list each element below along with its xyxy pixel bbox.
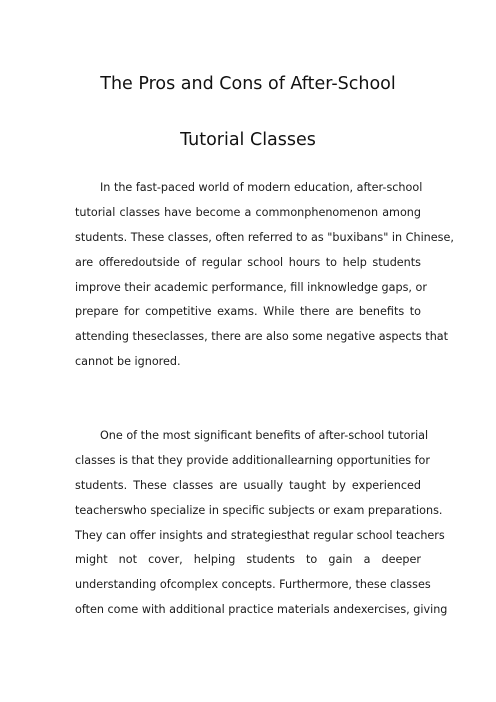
paragraph-line: tutorial classes have become a commonphenomenon among xyxy=(75,205,421,219)
paragraph-line: cannot be ignored. xyxy=(75,355,181,369)
paragraph-line: are offeredoutside of regular school hours to help students xyxy=(75,255,421,269)
paragraph-1 xyxy=(75,176,454,375)
paragraph-line: students. These classes are usually taught by experienced xyxy=(75,478,421,492)
document-title-line-2: Tutorial Classes xyxy=(180,130,316,150)
paragraph-line: prepare for competitive exams. While there are benefits to xyxy=(75,305,421,319)
paragraph-line: attending theseclasses, there are also some negative aspects that xyxy=(75,330,449,344)
paragraph-line: students. These classes, often referred to as "buxibans" in Chinese, xyxy=(75,230,454,244)
paragraph-line: improve their academic performance, fill inknowledge gaps, or xyxy=(75,280,427,294)
paragraph-line: They can offer insights and strategiesthat regular school teachers xyxy=(75,528,445,542)
paragraph-line: classes is that they provide additionallearning opportunities for xyxy=(75,453,430,467)
paragraph-line: teacherswho specialize in specific subjects or exam preparations. xyxy=(75,503,443,517)
paragraph-line: might not cover, helping students to gain a deeper xyxy=(75,553,421,567)
paragraph-line: understanding ofcomplex concepts. Furthermore, these classes xyxy=(75,578,431,592)
paragraph-2 xyxy=(75,424,448,623)
paragraph-line: In the fast-paced world of modern education, after-school xyxy=(100,181,423,194)
paragraph-line: often come with additional practice materials andexercises, giving xyxy=(75,603,448,617)
document-title-line-1: The Pros and Cons of After-School xyxy=(100,74,396,94)
paragraph-line: One of the most significant benefits of after-school tutorial xyxy=(100,429,429,442)
